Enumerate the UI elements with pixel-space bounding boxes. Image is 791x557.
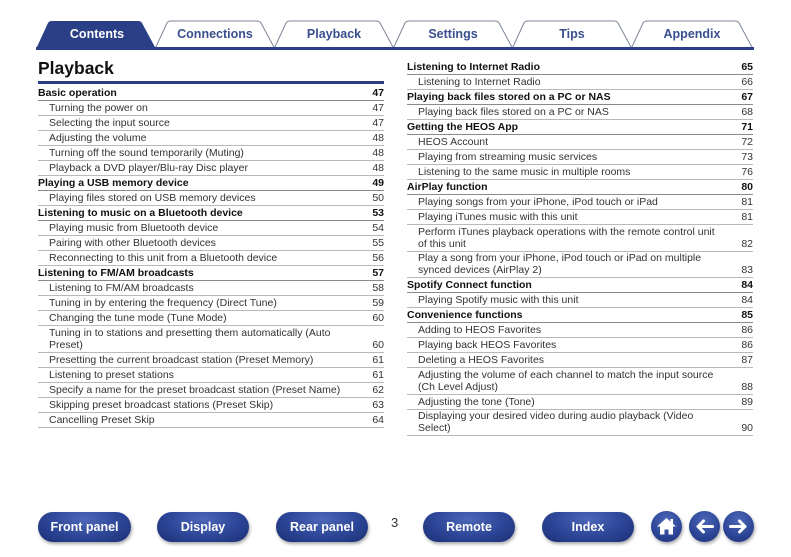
toc-section-heading[interactable]: [407, 60, 753, 75]
toc-entry-title: Reconnecting to this unit from a Bluetooth device: [49, 252, 278, 264]
toc-entry-title: Playback a DVD player/Blu-ray Disc player: [49, 162, 248, 174]
tab-label: Connections: [177, 27, 253, 41]
toc-entry[interactable]: [38, 131, 384, 146]
toc-entry-page: 61: [372, 368, 384, 381]
tab-tips[interactable]: [511, 20, 633, 49]
toc-entry-title: Convenience functions: [407, 309, 523, 321]
toc-entry-page: 47: [372, 87, 384, 99]
toc-entry-page: 63: [372, 398, 384, 411]
toc-entry[interactable]: [38, 236, 384, 251]
toc-entry[interactable]: [407, 225, 753, 252]
toc-section-heading[interactable]: [407, 308, 753, 323]
toc-entry-page: 56: [372, 252, 384, 264]
forward-button[interactable]: [723, 511, 754, 542]
toc-entry-page: 82: [741, 237, 753, 250]
toc-entry-title: HEOS Account: [418, 136, 489, 148]
back-arrow-icon: [689, 511, 720, 542]
toc-entry-title: Changing the tune mode (Tune Mode): [49, 312, 227, 324]
toc-entry[interactable]: [38, 161, 384, 176]
toc-entry[interactable]: [38, 368, 384, 383]
home-button[interactable]: [651, 511, 682, 542]
index-button[interactable]: [542, 512, 634, 542]
toc-entry-title: Tuning in by entering the frequency (Direct Tune): [49, 297, 277, 309]
toc-entry-title: Listening to the same music in multiple rooms: [418, 166, 631, 178]
tab-bar: [36, 20, 754, 50]
toc-entry[interactable]: [38, 311, 384, 326]
tab-label: Appendix: [663, 27, 721, 41]
toc-entry-title: Playing back HEOS Favorites: [418, 339, 557, 351]
toc-entry[interactable]: [407, 75, 753, 90]
toc-entry-page: 86: [741, 339, 753, 351]
toc-entry[interactable]: [407, 353, 753, 368]
toc-entry[interactable]: [407, 165, 753, 180]
toc-entry-page: 87: [741, 354, 753, 366]
toc-entry-title: Getting the HEOS App: [407, 121, 519, 133]
toc-entry[interactable]: [38, 296, 384, 311]
toc-entry[interactable]: [38, 116, 384, 131]
toc-section-heading[interactable]: [38, 86, 384, 101]
toc-entry[interactable]: [38, 221, 384, 236]
toc-entry[interactable]: [407, 150, 753, 165]
tab-label: Settings: [428, 27, 478, 41]
toc-entry-title: Displaying your desired video during audio playback (Video Select): [418, 410, 694, 434]
toc-entry-title: Cancelling Preset Skip: [49, 413, 155, 426]
toc-entry-title: Listening to Internet Radio: [407, 61, 540, 73]
toc-entry[interactable]: [38, 191, 384, 206]
toc-entry-page: 47: [372, 102, 384, 114]
toc-entry-page: 73: [741, 151, 753, 163]
page-number: 3: [391, 515, 399, 530]
rear-panel-label: Rear panel: [290, 520, 354, 534]
toc-entry[interactable]: [38, 281, 384, 296]
tab-connections[interactable]: [154, 20, 276, 49]
toc-entry-page: 66: [741, 76, 753, 88]
toc-entry[interactable]: [407, 105, 753, 120]
toc-entry[interactable]: [407, 338, 753, 353]
toc-section-heading[interactable]: [38, 206, 384, 221]
toc-entry-title: Listening to Internet Radio: [418, 76, 541, 88]
tab-label: Tips: [559, 27, 585, 41]
toc-entry-title: Spotify Connect function: [407, 279, 532, 291]
toc-entry[interactable]: [38, 326, 384, 353]
toc-entry-page: 50: [372, 192, 384, 204]
forward-arrow-icon: [723, 511, 754, 542]
toc-entry-page: 86: [741, 324, 753, 336]
toc-entry-title: Selecting the input source: [49, 117, 170, 129]
toc-entry-page: 54: [372, 222, 384, 234]
toc-entry-title: Tuning in to stations and presetting them automatically (Auto Preset): [49, 326, 331, 351]
toc-entry-title: Presetting the current broadcast station (Preset Memory): [49, 353, 314, 366]
toc-section-heading[interactable]: [407, 120, 753, 135]
toc-entry-page: 71: [741, 121, 753, 133]
toc-entry-page: 48: [372, 162, 384, 174]
toc-entry-page: 57: [372, 267, 384, 279]
tab-contents[interactable]: [36, 20, 158, 49]
toc-entry[interactable]: [407, 323, 753, 338]
toc-entry-page: 81: [741, 211, 753, 223]
remote-label: Remote: [446, 520, 492, 534]
toc-entry-title: Playing Spotify music with this unit: [418, 294, 579, 306]
toc-entry[interactable]: [38, 398, 384, 413]
toc-entry-title: Basic operation: [38, 87, 117, 99]
toc-entry-page: 89: [741, 395, 753, 408]
tab-appendix[interactable]: [630, 20, 754, 49]
toc-entry-page: 84: [741, 294, 753, 306]
toc-right-column: [407, 60, 753, 436]
toc-entry-page: 64: [372, 413, 384, 426]
toc-entry-title: Specify a name for the preset broadcast station (Preset Name): [49, 383, 341, 396]
toc-entry[interactable]: [38, 353, 384, 368]
toc-entry-title: Playing back files stored on a PC or NAS: [407, 91, 611, 103]
toc-entry[interactable]: [407, 135, 753, 150]
toc-entry-page: 61: [372, 353, 384, 366]
toc-entry-title: Playing from streaming music services: [418, 151, 598, 163]
toc-entry-title: Playing files stored on USB memory devices: [49, 192, 256, 204]
title-underline: [38, 81, 384, 84]
toc-entry[interactable]: [407, 410, 753, 437]
toc-entry[interactable]: [407, 195, 753, 210]
toc-entry-title: Perform iTunes playback operations with the remote control unit of this unit: [418, 225, 715, 250]
toc-entry-title: Turning the power on: [49, 102, 148, 114]
tab-label: Contents: [69, 27, 125, 41]
index-label: Index: [571, 520, 605, 534]
toc-entry-title: Listening to FM/AM broadcasts: [38, 267, 194, 279]
toc-entry[interactable]: [38, 101, 384, 116]
remote-button[interactable]: [423, 512, 515, 542]
toc-entry-page: 49: [372, 177, 384, 189]
toc-entry-page: 60: [372, 338, 384, 351]
toc-entry-page: 48: [372, 147, 384, 159]
toc-entry-title: Listening to FM/AM broadcasts: [49, 282, 194, 294]
home-icon: [651, 511, 682, 542]
display-label: Display: [180, 520, 226, 534]
tab-playback[interactable]: [273, 20, 395, 49]
toc-section-heading[interactable]: [407, 278, 753, 293]
toc-entry-title: AirPlay function: [407, 181, 488, 193]
tab-label: Playback: [306, 27, 362, 41]
toc-entry-page: 84: [741, 279, 753, 291]
toc-entry[interactable]: [38, 251, 384, 266]
toc-entry-page: 88: [741, 380, 753, 393]
toc-entry-title: Skipping preset broadcast stations (Preset Skip): [49, 398, 274, 411]
toc-entry-title: Adjusting the volume: [49, 132, 147, 144]
front-panel-button[interactable]: [38, 512, 131, 542]
toc-entry-title: Playing songs from your iPhone, iPod touch or iPad: [418, 196, 658, 208]
toc-entry-title: Turning off the sound temporarily (Muting): [49, 147, 244, 159]
toc-entry-title: Playing back files stored on a PC or NAS: [418, 106, 609, 118]
toc-entry-title: Listening to music on a Bluetooth device: [38, 207, 243, 219]
toc-entry-page: 60: [372, 312, 384, 324]
toc-entry[interactable]: [407, 210, 753, 225]
back-button[interactable]: [689, 511, 720, 542]
toc-section-heading[interactable]: [407, 90, 753, 105]
display-button[interactable]: [157, 512, 249, 542]
toc-entry-page: 58: [372, 282, 384, 294]
toc-section-heading[interactable]: [407, 180, 753, 195]
toc-entry-page: 59: [372, 297, 384, 309]
tab-bar-underline: [36, 47, 754, 50]
toc-entry-page: 55: [372, 237, 384, 249]
toc-entry-title: Adding to HEOS Favorites: [418, 324, 542, 336]
toc-entry-page: 68: [741, 106, 753, 118]
toc-entry-page: 90: [741, 422, 753, 434]
toc-section-heading[interactable]: [38, 266, 384, 281]
toc-entry-page: 83: [741, 264, 753, 276]
toc-entry[interactable]: [407, 293, 753, 308]
tab-settings[interactable]: [392, 20, 514, 49]
toc-entry-page: 67: [741, 91, 753, 103]
toc-entry[interactable]: [38, 146, 384, 161]
front-panel-label: Front panel: [50, 520, 119, 534]
page-title: Playback: [38, 58, 114, 78]
toc-entry[interactable]: [407, 368, 753, 395]
toc-entry-title: Playing iTunes music with this unit: [418, 211, 578, 223]
toc-entry[interactable]: [407, 252, 753, 279]
toc-entry-title: Pairing with other Bluetooth devices: [49, 237, 216, 249]
toc-entry-page: 76: [741, 166, 753, 178]
toc-entry-page: 81: [741, 196, 753, 208]
rear-panel-button[interactable]: [276, 512, 368, 542]
toc-entry-title: Play a song from your iPhone, iPod touch or iPad on multiple synced devices (AirPlay 2): [418, 252, 702, 276]
toc-entry-title: Playing a USB memory device: [38, 177, 189, 189]
toc-entry-page: 48: [372, 132, 384, 144]
toc-entry-title: Deleting a HEOS Favorites: [418, 354, 545, 366]
toc-entry-page: 47: [372, 117, 384, 129]
toc-entry-page: 80: [741, 181, 753, 193]
toc-entry-page: 85: [741, 309, 753, 321]
toc-entry-page: 62: [372, 383, 384, 396]
toc-entry-page: 53: [372, 207, 384, 219]
toc-entry-page: 65: [741, 61, 753, 73]
toc-entry[interactable]: [407, 395, 753, 410]
toc-entry-title: Adjusting the volume of each channel to match the input source (Ch Level Adjust): [418, 368, 714, 393]
toc-section-heading[interactable]: [38, 176, 384, 191]
toc-left-column: [38, 86, 384, 428]
toc-entry-title: Playing music from Bluetooth device: [49, 222, 219, 234]
toc-entry[interactable]: [38, 413, 384, 428]
toc-entry-title: Adjusting the tone (Tone): [418, 395, 535, 408]
toc-entry-title: Listening to preset stations: [49, 368, 174, 381]
toc-entry-page: 72: [741, 136, 753, 148]
toc-entry[interactable]: [38, 383, 384, 398]
